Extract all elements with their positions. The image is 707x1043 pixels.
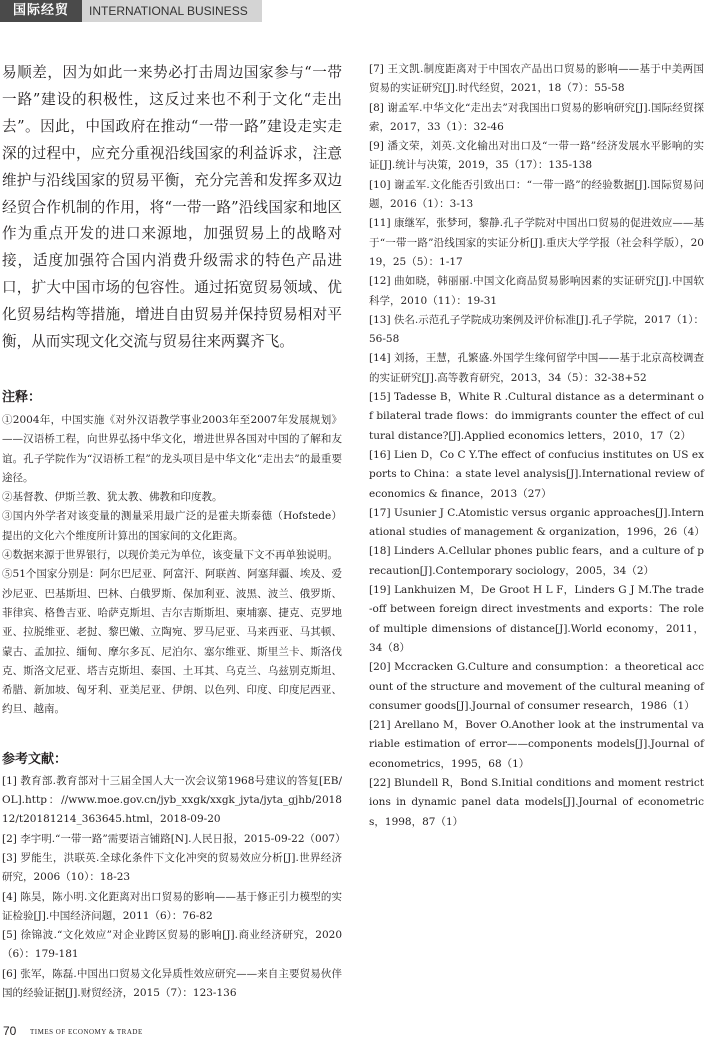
notes-list <box>2 411 342 720</box>
references-heading: 参考文献： <box>2 751 68 767</box>
references-list-right <box>369 60 704 832</box>
reference-item: [12] 曲如晓，韩丽丽.中国文化商品贸易影响因素的实证研究[J].中国软科学，2010（11）：19-31 <box>369 275 704 307</box>
page-number: 70 <box>3 1024 17 1038</box>
reference-item: [15] Tadesse B，White R .Cultural distance as a determinant of bilateral trade flows：do immigrants counter the effect of cultural distance?[J].Applied economics letters，2010，17（2） <box>369 391 704 442</box>
section-label-en: INTERNATIONAL BUSINESS <box>82 0 262 22</box>
note-item: ①2004年，中国实施《对外汉语教学事业2003年至2007年发展规划》——汉语桥工程，向世界弘扬中华文化，增进世界各国对中国的了解和友谊。孔子学院作为“汉语桥工程”的龙头项目是中华文化“走出去”的最重要途径。 <box>2 413 342 484</box>
reference-item: [2] 李宇明.“一带一路”需要语言铺路[N].人民日报，2015-09-22（007） <box>2 832 346 845</box>
reference-item: [13] 佚名.示范孔子学院成功案例及评价标准[J].孔子学院，2017（1）：56-58 <box>369 313 704 346</box>
note-item: ②基督教、伊斯兰教、犹太教、佛教和印度教。 <box>2 491 223 504</box>
reference-item: [6] 张军，陈磊.中国出口贸易文化异质性效应研究——来自主要贸易伙伴国的经验证据[J].财贸经济，2015（7）：123-136 <box>2 967 342 999</box>
reference-item: [4] 陈昊，陈小明.文化距离对出口贸易的影响——基于修正引力模型的实证检验[J].中国经济问题，2011（6）：76-82 <box>2 890 342 922</box>
reference-item: [8] 谢孟军.中华文化“走出去”对我国出口贸易的影响研究[J].国际经贸探索，2017，33（1）：32-46 <box>369 101 704 133</box>
references-list-left <box>2 772 346 1004</box>
reference-item: [10] 谢孟军.文化能否引致出口：“一带一路”的经验数据[J].国际贸易问题，2016（1）：3-13 <box>369 178 704 211</box>
note-item: ③国内外学者对该变量的测量采用最广泛的是霍夫斯泰德（Hofstede）提出的文化六个维度所计算出的国家间的文化距离。 <box>2 510 342 542</box>
reference-item: [9] 潘文荣，刘英.文化输出对出口及“一带一路”经济发展水平影响的实证[J].统计与决策，2019，35（17）：135-138 <box>369 140 704 172</box>
note-item: ⑤51个国家分别是：阿尔巴尼亚、阿富汗、阿联酋、阿塞拜疆、埃及、爱沙尼亚、巴基斯坦、巴林、白俄罗斯、保加利亚、波黑、波兰、俄罗斯、菲律宾、格鲁吉亚、哈萨克斯坦、吉尔吉斯斯坦、柬埔寨、捷克、克罗地亚、拉脱维亚、老挝、黎巴嫩、立陶宛、罗马尼亚、马来西亚、马其顿、蒙古、孟加拉、缅甸、摩尔多瓦、尼泊尔、塞尔维亚、斯里兰卡、斯洛伐克、斯洛文尼亚、塔吉克斯坦、泰国、土耳其、乌克兰、乌兹别克斯坦、希腊、新加坡、匈牙利、亚美尼亚、伊朗、以色列、印度、印度尼西亚、约旦、越南。 <box>2 568 342 716</box>
body-paragraph: 易顺差，因为如此一来势必打击周边国家参与“一带一路”建设的积极性，这反过来也不利于文化“走出去”。因此，中国政府在推动“一带一路”建设走实走深的过程中，应充分重视沿线国家的利益诉求，注意维护与沿线国家的贸易平衡，充分完善和发挥多双边经贸合作机制的作用，将“一带一路”沿线国家和地区作为重点开发的进口来源地，加强贸易上的战略对接，适度加强符合国内消费升级需求的特色产品进口，扩大中国市场的包容性。通过拓宽贸易领域、优化贸易结构等措施，增进自由贸易并保持贸易相对平衡，从而实现文化交流与贸易往来两翼齐飞。 <box>2 64 342 351</box>
reference-item: [16] Lien D，Co C Y.The effect of confucius institutes on US exports to China：a state level analysis[J].International review of economics & finance，2013（27） <box>369 448 704 500</box>
reference-item: [5] 徐锦波.“文化效应”对企业跨区贸易的影响[J].商业经济研究，2020（6）：179-181 <box>2 929 342 961</box>
reference-item: [1] 教育部.教育部对十三届全国人大一次会议第1968号建议的答复[EB/OL].http：//www.moe.gov.cn/jyb_xxgk/xxgk_jyta/jyta_gjhb/201812/t20181214_363645.html，2018-09-20 <box>2 774 342 826</box>
right-column <box>369 60 704 832</box>
reference-item: [22] Blundell R，Bond S.Initial conditions and moment restrictions in dynamic panel data models[J].Journal of econometrics，1998，87（1） <box>369 776 704 828</box>
reference-item: [19] Lankhuizen M，De Groot H L F，Linders G J M.The trade-off between foreign direct investments and exports：The role of multiple dimensions of distance[J].World economy，2011，34（8） <box>369 584 704 654</box>
left-column <box>2 60 346 1003</box>
reference-item: [3] 罗能生，洪联英.全球化条件下文化冲突的贸易效应分析[J].世界经济研究，2006（10）：18-23 <box>2 851 342 884</box>
reference-item: [17] Usunier J C.Atomistic versus organic approaches[J].International studies of management & organization，1996，26（4） <box>369 506 705 539</box>
reference-item: [21] Arellano M，Bover O.Another look at the instrumental variable estimation of error——components models[J].Journal of econometrics，1995，68（1） <box>369 719 704 770</box>
reference-item: [18] Linders A.Cellular phones public fears，and a culture of precaution[J].Contemporary sociology，2005，34（2） <box>369 545 704 577</box>
reference-item: [11] 康继军，张梦珂，黎静.孔子学院对中国出口贸易的促进效应——基于“一带一路”沿线国家的实证分析[J].重庆大学学报（社会科学版），2019，25（5）：1-17 <box>369 217 704 268</box>
section-label-cn: 国际经贸 <box>0 0 82 22</box>
journal-name: TIMES OF ECONOMY & TRADE <box>30 1028 143 1036</box>
note-item: ④数据来源于世界银行，以现价美元为单位，该变量下文不再单独说明。 <box>2 549 338 562</box>
reference-item: [20] Mccracken G.Culture and consumption：a theoretical account of the structure and movement of the cultural meaning of consumer goods[J].Journal of consumer research，1986（1） <box>369 661 704 712</box>
reference-item: [14] 刘扬，王慧，孔繁盛.外国学生缘何留学中国——基于北京高校调查的实证研究[J].高等教育研究，2013，34（5）：32-38+52 <box>369 352 704 384</box>
section-header <box>0 0 262 22</box>
notes-heading: 注释： <box>2 389 42 405</box>
reference-item: [7] 王文凯.制度距离对于中国农产品出口贸易的影响——基于中美两国贸易的实证研究[J].时代经贸，2021，18（7）：55-58 <box>369 63 704 95</box>
